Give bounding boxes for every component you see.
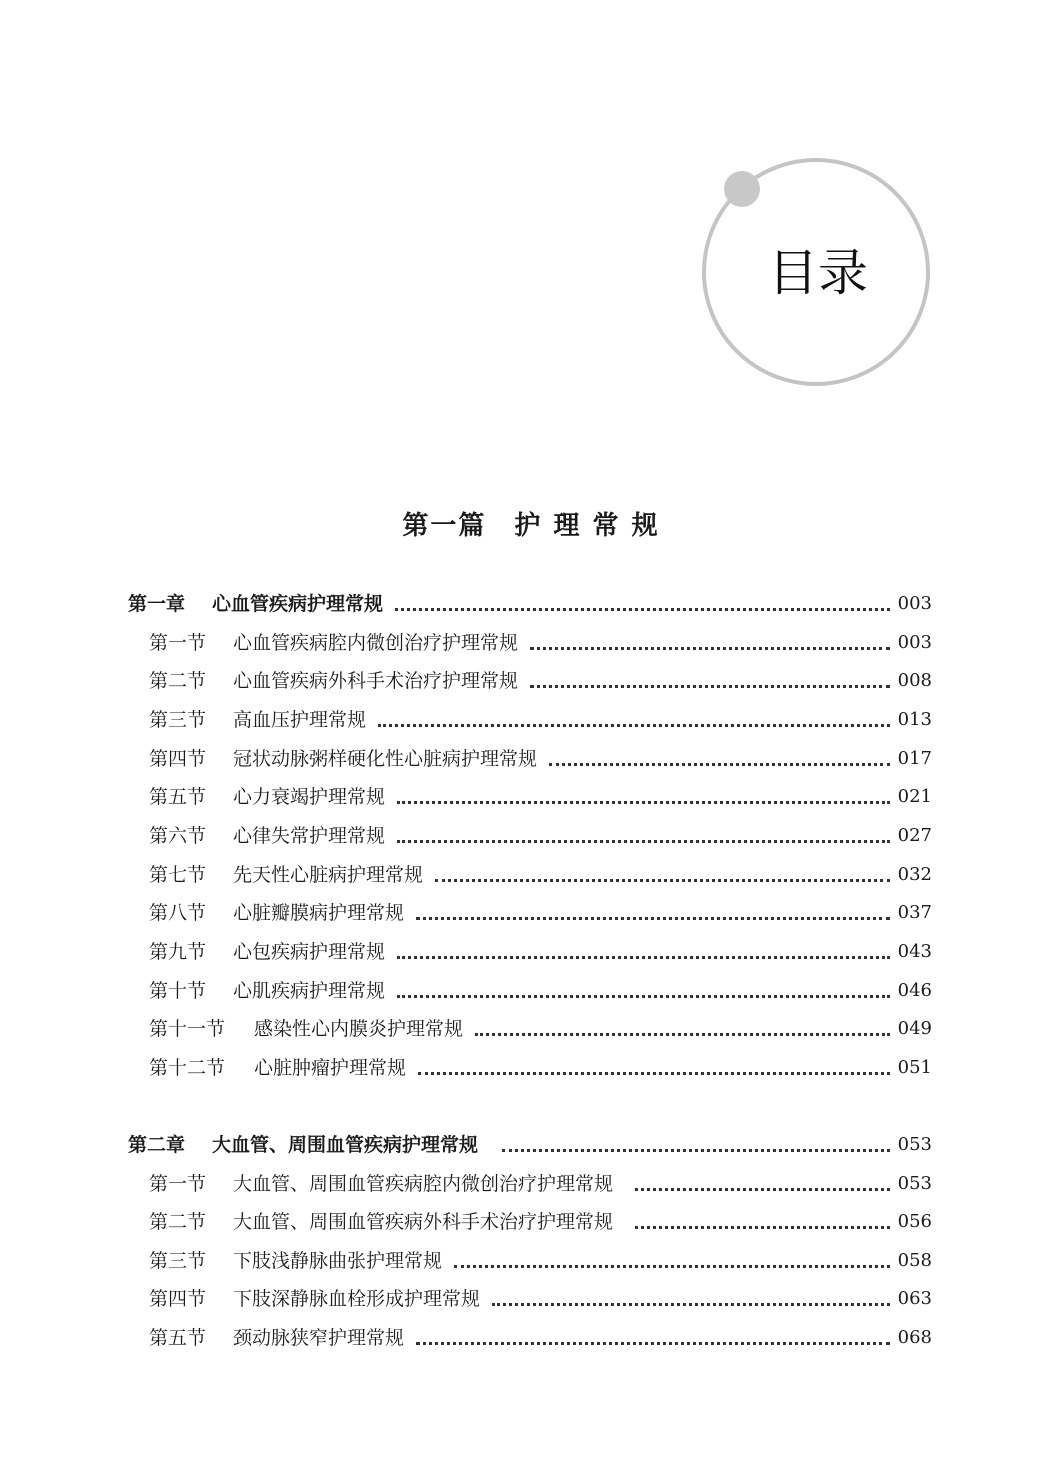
section-title: 大血管、周围血管疾病外科手术治疗护理常规 xyxy=(233,1211,614,1233)
section-number: 第六节 xyxy=(149,825,207,847)
chapter-entry[interactable] xyxy=(128,1127,932,1163)
section-title: 下肢浅静脉曲张护理常规 xyxy=(233,1250,443,1272)
dot-leader xyxy=(393,973,898,1009)
dot-leader xyxy=(631,1204,898,1240)
chapter-entry[interactable] xyxy=(128,586,932,622)
chapter-title: 心血管疾病护理常规 xyxy=(212,593,384,615)
section-title: 下肢深静脉血栓形成护理常规 xyxy=(233,1288,481,1310)
page-number: 046 xyxy=(897,980,932,1001)
dot-leader xyxy=(631,1166,898,1202)
dot-leader xyxy=(393,934,898,970)
toc-title: 目录 xyxy=(768,244,868,302)
section-number: 第三节 xyxy=(149,709,207,731)
section-title: 心肌疾病护理常规 xyxy=(233,980,386,1002)
section-entry[interactable] xyxy=(149,1011,932,1047)
page-number: 021 xyxy=(897,786,932,807)
section-entry[interactable] xyxy=(149,1281,932,1317)
page-number: 051 xyxy=(897,1057,932,1078)
dot-leader xyxy=(412,895,898,931)
section-number: 第一节 xyxy=(149,1173,207,1195)
section-entry[interactable] xyxy=(149,1166,932,1202)
dot-leader xyxy=(545,741,898,777)
section-entry[interactable] xyxy=(149,1204,932,1240)
section-entry[interactable] xyxy=(149,973,932,1009)
dot-leader xyxy=(488,1281,898,1317)
page-number: 053 xyxy=(897,1134,932,1155)
chapter-number: 第二章 xyxy=(128,1134,186,1156)
section-title: 冠状动脉粥样硬化性心脏病护理常规 xyxy=(233,748,538,770)
page-number: 063 xyxy=(897,1288,932,1309)
section-number: 第三节 xyxy=(149,1250,207,1272)
page-number: 056 xyxy=(897,1211,932,1232)
dot-leader xyxy=(412,1320,898,1356)
page-number: 043 xyxy=(897,941,932,962)
section-title: 心血管疾病外科手术治疗护理常规 xyxy=(233,670,519,692)
section-entry[interactable] xyxy=(149,857,932,893)
section-title: 感染性心内膜炎护理常规 xyxy=(254,1018,464,1040)
section-entry[interactable] xyxy=(149,934,932,970)
section-title: 颈动脉狭窄护理常规 xyxy=(233,1327,405,1349)
section-entry[interactable] xyxy=(149,741,932,777)
page-number: 037 xyxy=(897,902,932,923)
section-entry[interactable] xyxy=(149,625,932,661)
page-number: 017 xyxy=(897,748,932,769)
section-title: 心力衰竭护理常规 xyxy=(233,786,386,808)
page-number: 008 xyxy=(897,670,932,691)
section-title: 心脏瓣膜病护理常规 xyxy=(233,902,405,924)
section-entry[interactable] xyxy=(149,895,932,931)
page-number: 027 xyxy=(897,825,932,846)
dot-leader xyxy=(471,1011,898,1047)
section-entry[interactable] xyxy=(149,818,932,854)
page-number: 049 xyxy=(897,1018,932,1039)
section-entry[interactable] xyxy=(149,1050,932,1086)
section-title: 大血管、周围血管疾病腔内微创治疗护理常规 xyxy=(233,1173,614,1195)
page-number: 032 xyxy=(897,864,932,885)
section-title: 心脏肿瘤护理常规 xyxy=(254,1057,407,1079)
section-title: 先天性心脏病护理常规 xyxy=(233,864,424,886)
section-number: 第四节 xyxy=(149,748,207,770)
section-title: 心血管疾病腔内微创治疗护理常规 xyxy=(233,632,519,654)
section-number: 第二节 xyxy=(149,670,207,692)
section-number: 第一节 xyxy=(149,632,207,654)
section-number: 第十二节 xyxy=(149,1057,226,1079)
page-number: 058 xyxy=(897,1250,932,1271)
section-entry[interactable] xyxy=(149,1320,932,1356)
section-number: 第五节 xyxy=(149,786,207,808)
dot-leader xyxy=(374,702,898,738)
section-entry[interactable] xyxy=(149,779,932,815)
dot-leader xyxy=(498,1127,898,1163)
section-number: 第八节 xyxy=(149,902,207,924)
page-number: 013 xyxy=(897,709,932,730)
section-entry[interactable] xyxy=(149,1243,932,1279)
section-number: 第十一节 xyxy=(149,1018,226,1040)
dot-leader xyxy=(431,857,898,893)
dot-leader xyxy=(393,779,898,815)
chapter-number: 第一章 xyxy=(128,593,186,615)
dot-leader xyxy=(450,1243,898,1279)
section-title: 心律失常护理常规 xyxy=(233,825,386,847)
page-number: 053 xyxy=(897,1173,932,1194)
dot-leader xyxy=(526,663,898,699)
section-entry[interactable] xyxy=(149,702,932,738)
page-number: 003 xyxy=(897,593,932,614)
section-number: 第十节 xyxy=(149,980,207,1002)
section-entry[interactable] xyxy=(149,663,932,699)
dot-leader xyxy=(391,586,898,622)
section-number: 第九节 xyxy=(149,941,207,963)
chapter-title: 大血管、周围血管疾病护理常规 xyxy=(212,1134,479,1156)
section-number: 第七节 xyxy=(149,864,207,886)
section-title: 高血压护理常规 xyxy=(233,709,367,731)
dot-leader xyxy=(393,818,898,854)
decorative-dot xyxy=(724,171,760,207)
dot-leader xyxy=(414,1050,898,1086)
section-number: 第五节 xyxy=(149,1327,207,1349)
dot-leader xyxy=(526,625,898,661)
page-number: 003 xyxy=(897,632,932,653)
section-title: 心包疾病护理常规 xyxy=(233,941,386,963)
section-number: 第二节 xyxy=(149,1211,207,1233)
part-title: 第一篇 护 理 常 规 xyxy=(402,511,660,541)
section-number: 第四节 xyxy=(149,1288,207,1310)
page-number: 068 xyxy=(897,1327,932,1348)
